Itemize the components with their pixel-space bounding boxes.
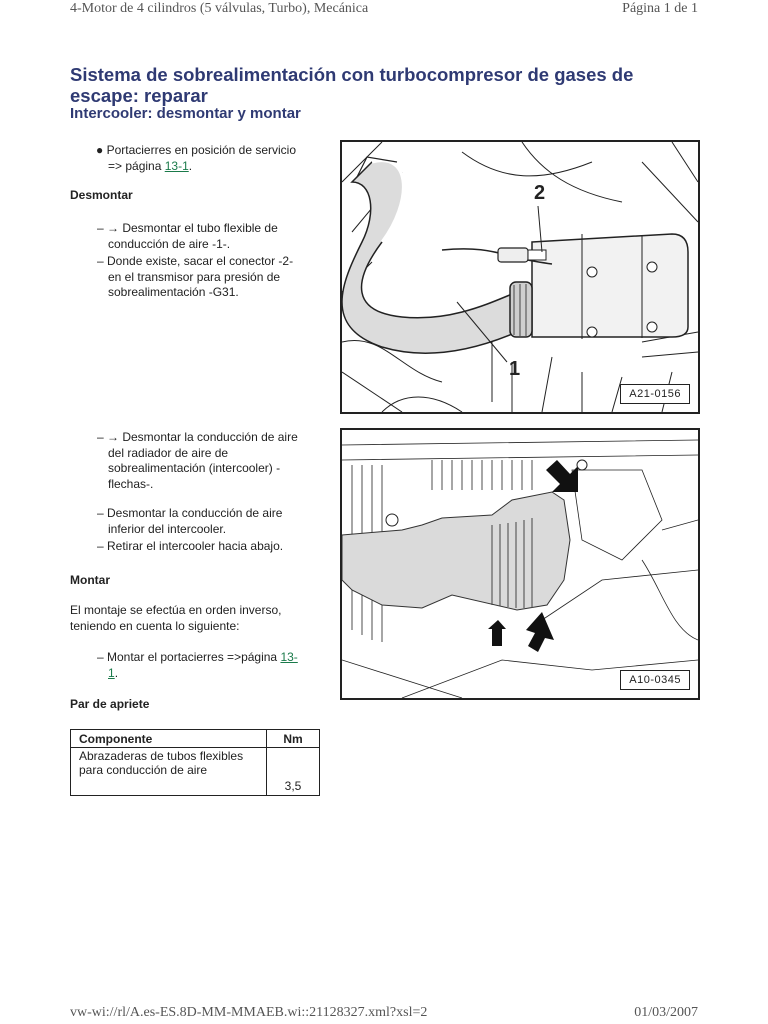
- intercooler-illustration: [342, 430, 698, 698]
- figure-2-reference-tag: A10-0345: [620, 670, 690, 690]
- callout-label-1: 1: [509, 358, 521, 380]
- removal-step-5: [97, 539, 283, 555]
- montar-step-text: – Montar el portacierres =>página: [97, 650, 281, 664]
- page-link-13-1-continued[interactable]: 1: [108, 665, 115, 680]
- desmontar-heading: Desmontar: [70, 188, 133, 202]
- page-subtitle: Intercooler: desmontar y montar: [70, 105, 301, 122]
- print-footer: [70, 1005, 698, 1021]
- cell-line: Abrazaderas de tubos flexibles: [79, 749, 244, 763]
- figure-intercooler-removal: [340, 428, 700, 700]
- step-line: – Desmontar la conducción de aire: [97, 506, 283, 520]
- montar-step-suffix: .: [114, 665, 119, 680]
- print-date: 01/03/2007: [634, 1005, 698, 1020]
- montar-step: [97, 650, 298, 681]
- bullet-line-1: ● Portacierres en posición de servicio: [96, 143, 297, 157]
- step-line: inferior del intercooler.: [108, 521, 227, 536]
- service-position-note: [96, 143, 296, 174]
- step-line: en el transmisor para presión de: [108, 269, 281, 284]
- figure-1-reference-tag: A21-0156: [620, 384, 690, 404]
- print-header: [70, 1, 698, 17]
- step-line: sobrealimentación (intercooler) -: [108, 461, 281, 475]
- step-line: – Retirar el intercooler hacia abajo.: [97, 539, 284, 553]
- bullet-line-2: => página: [108, 158, 165, 173]
- step-line: – → Desmontar el tubo flexible de: [97, 221, 278, 235]
- print-header-title: 4-Motor de 4 cilindros (5 válvulas, Turbo), Mecánica: [70, 1, 369, 16]
- montar-heading: Montar: [70, 573, 110, 587]
- page-number: Página 1 de 1: [622, 1, 698, 16]
- bullet-suffix: .: [188, 158, 193, 173]
- step-line: del radiador de aire de: [108, 445, 229, 460]
- step-line: flechas-.: [108, 476, 154, 491]
- page-link-13-1[interactable]: 13-: [280, 650, 298, 664]
- table-cell-componente: [71, 748, 267, 796]
- cell-line: para conducción de aire: [79, 763, 208, 777]
- column-header-componente: Componente: [71, 730, 267, 748]
- page-link-13-1[interactable]: 13-1: [164, 158, 189, 173]
- page-title: Sistema de sobrealimentación con turbocompresor de gases de escape: reparar: [70, 64, 634, 106]
- callout-label-2: 2: [534, 182, 546, 204]
- table-row: [71, 748, 320, 796]
- document-url: vw-wi://rl/A.es-ES.8D-MM-MMAEB.wi::21128327.xml?xsl=2: [70, 1005, 428, 1020]
- step-line: – → Desmontar la conducción de aire: [97, 430, 298, 444]
- table-header-row: [71, 730, 320, 748]
- removal-step-2: [97, 254, 293, 301]
- intro-line: El montaje se efectúa en orden inverso,: [70, 603, 282, 617]
- removal-step-1: [97, 221, 278, 252]
- torque-table: [70, 729, 320, 796]
- removal-step-3: [97, 430, 298, 492]
- intro-line: teniendo en cuenta lo siguiente:: [70, 618, 240, 633]
- montar-intro: [70, 603, 281, 634]
- column-header-nm: Nm: [267, 730, 320, 748]
- step-line: – Donde existe, sacar el conector -2-: [97, 254, 294, 268]
- removal-step-4: [97, 506, 282, 537]
- table-cell-nm: 3,5: [267, 748, 320, 796]
- figure-air-hose-removal: [340, 140, 700, 414]
- step-line: sobrealimentación -G31.: [108, 285, 239, 299]
- step-line: conducción de aire -1-.: [108, 236, 231, 251]
- torque-heading: Par de apriete: [70, 697, 150, 711]
